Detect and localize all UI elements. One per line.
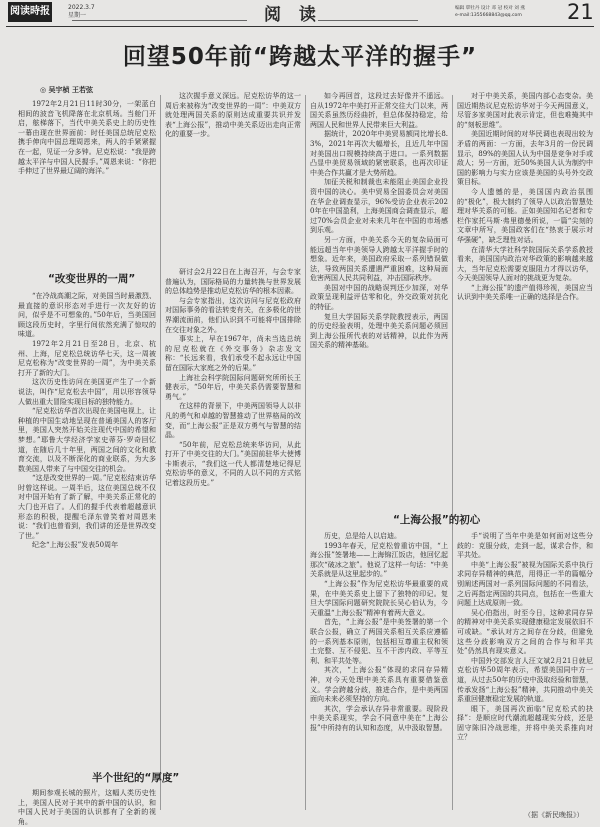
section-name: 阅 读 bbox=[264, 5, 322, 25]
page-header bbox=[0, 0, 600, 27]
subheading: “上海公报”的初心 bbox=[393, 514, 481, 526]
paragraph-block: 历史，总是给人以启迪。 1993年春天，尼克松曾重访中国，“上海公报”签署地——上海锦江饭店，他回忆起那次“破冰之旅”。他说了这样一句话：“中美关系就是从这里起步的。” “上海公报”作为尼克松访华最重要的成果，在中美关系史上留下了独特的印记。复旦大学国际问题研究院院长吴心伯认为，今天重温“上海公报”精神有着两大意义。 首先，“上海公报”是中美签署的第一个联合公报，确立了两国关系相互关系应遵循的一系列基本原则，包括相互尊重主权和领土完整、互不侵犯、互不干涉内政、平等互利、和平共处等。 其次，“上海公报”体现的求同存异精神，对今天处理中美关系具有重要借鉴意义。学会跨越分歧，推进合作，是中美两国面向未来必须坚持的方向。 其次，学会承认存异非常重要。现阶段中美关系现实，学会不同意中美在“上海公报”中所持有的认知和态度，从中汲取智慧。 bbox=[310, 532, 448, 732]
masthead-logo: 阅读時报 bbox=[8, 2, 52, 22]
paragraph: 这次握手意义深远。尼克松访华的这一周后来被称为“改变世界的一周”：中美双方就处理两国关系的原则达成重要共识并发表“上海公报”，推动中美关系迈出走向正常化的重要一步。 bbox=[165, 92, 301, 139]
paragraph-block: “在冷战高潮之际，对美国当时最激烈、最直接的意识形态对手进行一次友好的访问，似乎是不可想象的。”50年后，当美国回顾这段历史时，字里行间依然充满了惊叹的味道。 1972年2月21日至28日，北京、杭州、上海，尼克松总统访华七天，这一周被尼克松称为“改变世界的一周”，为中美关系打开了新的大门。 这次历史性访问在美国更产生了一个新说法，叫作“尼克松去中国”，用以形容领导人做出重大冒险实现目标的独特能力。 “尼克松访华首次出现在美国电视上，让种植的中国生动地呈现在普通美国人的客厅里，美国人突然开始关注现代中国的希望和梦想。”耶鲁大学经济学家史蒂芬·罗奇回忆道，在随后几十年里，两国之间的文化和教育交流，以及不断深化的商业联系，为大多数美国人带来了与中国交往的机会。 “这是改变世界的一周。”尼克松结束访华时曾这样说。一周半后，这位美国总统不仅对中国开始有了新了解，中美关系正常化的大门也开启了。人们的握手代表着超越意识形态的积极，提醒毛泽东曾笑着对周恩来说：“我们也曾看到，我们讲的还是世界改变了世。” 纪念“上海公报”发表50周年 bbox=[18, 292, 156, 550]
source-credit: （据《新民晚报》） bbox=[524, 811, 584, 819]
paragraph: 1972年2月21日11时30分，一架蓝白相间的波音飞机降落在北京机场。当舱门开启，舷梯落下，当代中美关系史上的历史性一幕由现在世界面前：时任美国总统尼克松携手伸向中国总理周恩来，两人的手紧紧握在一起，见证一分多钟。尼克松说：“我是跨越太平洋与中国人民握手。”周恩来说：“你把手伸过了世界最辽阔的海洋。” bbox=[18, 100, 156, 176]
column-divider bbox=[305, 95, 306, 810]
paragraph-block: 对于中美关系，美国内部心态变杂。美国近期热议尼克松访华对于今天两国意义，尽管多家美国对此表示肯定，但也难掩其中的“刻板思维”。 美国近期时间的对华民调也表现出较为矛盾的两面：一方面，去年3月的一份民调显示，89%的美国人认为中国是竞争对手或敌人；另一方面，近50%美国人认为制约中国的影响力与实力应该是美国的头号外交政策目标。 今人遗憾的是，美国国内政治氛围的“极化”，极大制约了领导人以政治智慧处理对华关系的可能。正如美国知名记者和专栏作家托马斯·弗里德曼所说，一篇“尖刻的文章中所写，美国政客们在“热衷于展示对华强硬”，缺乏理性对话。 在清华大学社科学院国际关系学系教授看来，美国国内政治对华政策的影响越来越大，当年尼克松需要克服阻力才得以访华，今天美国领导人面对的挑战更为复杂。 “上海公报”的遗产值得珍视，美国应当认识到中美关系唯一正确的选择是合作。 bbox=[457, 92, 593, 302]
paragraph-block: 手“说明了当年中美是如何面对这些分歧的：克服分歧，走到一起，谋求合作，和平共处。 中美“上海公报”被视为国际关系中执行求同存异精神的典范，用得正一半的篇幅分别阐述两国对一系列国际问题的不同看法，之后再指定两国的共同点，包括在一些重大问题上达成原则一致。 吴心伯指出，时至今日，这种求同存异的精神对中美关系实现健康稳定发展依旧不可或缺。“承认对方之间存在分歧，但避免这些分歧影响双方之间的合作与和平共处”仍然具有现实意义。 中国外交部发言人汪文斌2月21日就尼克松访华50周年表示，希望美国同中方一道，从过去50年的历史中汲取经验和智慧，传承发扬“上海公报”精神，共同推动中美关系重回健康稳定发展的轨道。 眼下，美国再次面临“尼克松式的抉择”：是顺应时代潮流超越现实分歧，还是固守陈旧冷战思维，并将中美关系推向对立？ bbox=[457, 532, 593, 742]
paragraph-block: 如今再回首，这段过去好像并不遥远。自从1972年中美打开正常交往大门以来，两国关系虽然历经曲折，但总体保持稳定，给两国人民和世界人民带来巨大利益。 据统计，2020年中美贸易额同比增长8.3%，2021年再次大幅增长，且近几年中国对美国出口规模持续高于进口。一系列数据凸显中美贸易领域的紧密联系，也再次印证中美合作共赢才是大势所趋。 加征关税和制裁也未能阻止美国企业投资中国的决心。美中贸易全国委员会对美国在华企业调查显示，96%受访企业表示2020年在中国盈利，上海美国商会调查显示，超过70%会员企业对未来几年在中国的市场感到乐观。 另一方面，中美关系今天的复杂局面可能远超当年中美领导人跨越太平洋握手时的想象。近年来，美国政府采取一系列错误做法，导致两国关系遭遇严重困难，这种局面危害两国人民共同利益，冲击国际秩序。 美国对中国的战略误判还少加深，对华政策呈现利益评估零和化，外交政策对抗化的特征。 复旦大学国际关系学院教授表示，两国的历史经验表明，处理中美关系问题必须回到上海公报所代表的对话精神，以此作为两国关系的精神基础。 bbox=[310, 92, 448, 350]
header-rule bbox=[6, 26, 594, 27]
article-title: 回望50年前“跨越太平洋的握手” bbox=[122, 44, 478, 70]
divider bbox=[72, 20, 247, 21]
paragraph-block: 研讨会2月22日在上海召开，与会专家普遍认为，国际格局的力量转换与世界发展的总体趋势是推动尼克松访华的根本因素。 与会专家指出，这次访问与尼克松政府对国际事务的看法转变有关，在多极化的世界潮流面前，他们认识到不可能将中国排除在交往对象之外。 事实上，早在1967年，尚未当选总统的尼克松就在《外交事务》杂志发文称：“长远来看，我们承受不起永远让中国留在国际大家庭之外的后果。” 上海社会科学院国际问题研究所所长王健表示，“50年后，中美关系仍需要智慧和勇气。” 在这样的背景下，中美两国领导人以非凡的勇气和卓越的智慧推动了世界格局的改变，而“上海公报”正是双方勇气与智慧的结晶。 “50年前，尼克松总统来华访问，从此打开了中美交往的大门。”美国前驻华大使博卡斯表示，“我们这一代人都清楚地记得尼克松访华的意义，不同的人以不同的方式铭记着这段历史。” bbox=[165, 268, 301, 488]
subheading: 半个世纪的“厚度” bbox=[92, 772, 180, 784]
page-number: 21 bbox=[567, 0, 594, 24]
paragraph: 期间参观长城的照片，这幅人类历史性上，美国人民对于其中的新中国的认识，和中国人民对于美国的认识都有了全新的视角。 bbox=[18, 789, 156, 826]
editor-credits: 编辑 覃牡丹 设计 邓 冠 校对 刘 燕 e-mail:1355668843@qq.com bbox=[455, 6, 525, 18]
byline: ◎ 吴宇桢 王若弦 bbox=[40, 86, 93, 94]
column-divider bbox=[452, 95, 453, 810]
subheading: “改变世界的一周” bbox=[48, 273, 136, 285]
divider bbox=[318, 20, 418, 21]
column-divider bbox=[160, 95, 161, 810]
issue-date: 2022.3.7 星期一 bbox=[68, 4, 95, 19]
